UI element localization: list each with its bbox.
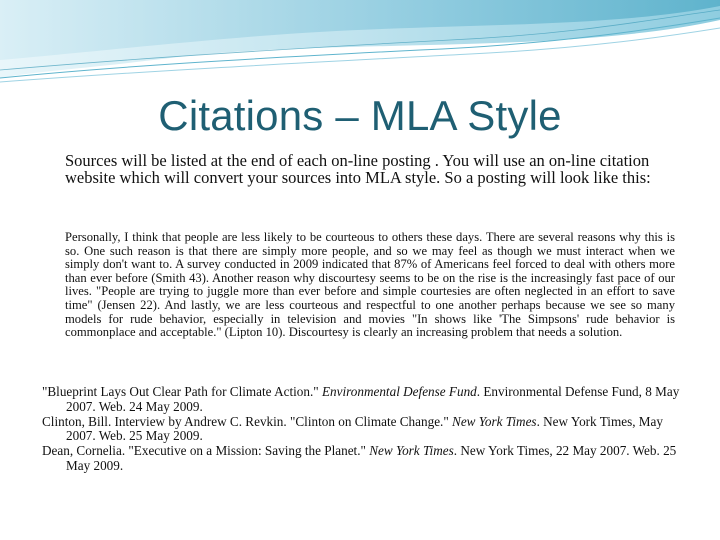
intro-text: Sources will be listed at the end of each on-line posting . You will use an on-line citation website which will convert your sources into MLA style. So a posting will look like this:	[65, 151, 651, 187]
header-wave-decoration	[0, 0, 720, 100]
entry-source: New York Times	[369, 443, 454, 459]
entry-source: Environmental Defense Fund	[321, 384, 477, 399]
entry-details: . New York Times, 22 May 2007. Web. 25 May 2009.	[66, 443, 677, 473]
works-cited-entry	[42, 444, 682, 474]
sample-paragraph: Personally, I think that people are less likely to be courteous to others these days. There are several reasons why this is so. One such reason is that there are simply more people, and so we may feel as though we must interact when we simply don't want to. A survey conducted in 2009 indicated that 87% of Americans feel forced to deal with others more than ever before (Smith 43). Another reason why discourtesy seems to be on the rise is the increasingly fast pace of our lives. "People are trying to juggle more than ever before and simple courtesies are often neglected in an effort to save time" (Jensen 22). And lastly, we are less courteous and respectful to one another perhaps because we see so many models for rude behavior, especially in television and movies "In shows like 'The Simpsons' rude behavior is commonplace and acceptable." (Lipton 10). Discourtesy is clearly an increasing problem that needs a solution.	[65, 230, 675, 340]
entry-text: "Blueprint Lays Out Clear Path for Climate Action."	[42, 384, 322, 399]
entry-source: New York Times	[452, 413, 537, 429]
entry-text: Dean, Cornelia. "Executive on a Mission: Saving the Planet."	[42, 443, 370, 459]
entry-text: Clinton, Bill. Interview by Andrew C. Revkin. "Clinton on Climate Change."	[42, 413, 453, 429]
works-cited-entry	[42, 415, 682, 445]
works-cited-entry	[42, 385, 682, 415]
entry-details: . New York Times, May 2007. Web. 25 May 2009.	[66, 413, 663, 444]
slide-title: Citations – MLA Style	[158, 92, 562, 139]
entry-details: . Environmental Defense Fund, 8 May 2007. Web. 24 May 2009.	[66, 384, 680, 414]
works-cited-list	[42, 385, 682, 474]
